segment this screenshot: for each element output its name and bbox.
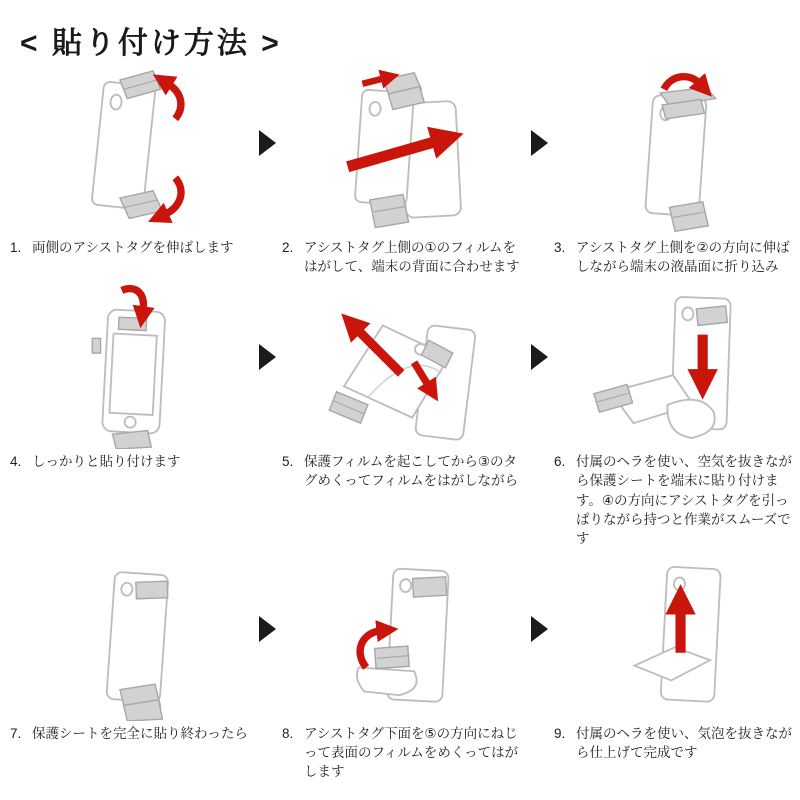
step-row-3 — [6, 554, 794, 787]
step-number: 9. — [554, 726, 566, 742]
red-arrow-small-top-icon — [362, 78, 384, 84]
step-text: 付属のヘラを使い、空気を抜きながら保護シートを端末に貼り付けます。④の方向にアシストタグを引っぱりながら持つと作業がスムーズです — [576, 454, 792, 546]
step-number: 2. — [282, 240, 294, 255]
connector-5-6 — [528, 282, 550, 554]
step-5-caption — [278, 450, 528, 496]
assist-tag-top — [696, 306, 727, 326]
squeegee-press-down-pull-tag-icon — [577, 283, 773, 449]
squeegee-finish-upward-icon — [577, 555, 773, 721]
step-9-caption — [550, 722, 800, 768]
assist-tag-top — [136, 581, 168, 599]
step-6-illustration — [550, 282, 800, 450]
step-row-2 — [6, 282, 794, 554]
peel-film-align-to-device-back-icon — [305, 69, 501, 235]
connector-8-9 — [528, 554, 550, 787]
twist-lower-tag-peel-surface-film-icon — [305, 555, 501, 721]
step-2-illustration — [278, 68, 528, 236]
step-9 — [550, 554, 800, 787]
connector-7-8 — [256, 554, 278, 787]
step-6 — [550, 282, 800, 554]
next-step-arrow-icon — [531, 616, 548, 642]
step-4 — [6, 282, 256, 554]
device-outline — [660, 567, 720, 702]
step-number: 8. — [282, 726, 294, 742]
top-tab — [118, 318, 146, 331]
step-1 — [6, 68, 256, 282]
next-step-arrow-icon — [259, 130, 276, 156]
step-8 — [278, 554, 528, 787]
assist-tag-top — [413, 577, 447, 597]
step-text: 両側のアシストタグを伸ばします — [32, 240, 234, 255]
connector-4-5 — [256, 282, 278, 554]
step-8-caption — [278, 722, 528, 787]
step-number: 1. — [10, 240, 22, 255]
peeled-film-flap — [357, 668, 417, 696]
connector-1-2 — [256, 68, 278, 282]
step-number: 3. — [554, 240, 566, 255]
step-text: アシストタグ下面を⑤の方向にねじって表面のフィルムをめくってはがします — [304, 726, 519, 780]
step-5 — [278, 282, 528, 554]
step-3-illustration — [550, 68, 800, 236]
step-9-illustration — [550, 554, 800, 722]
step-7-illustration — [6, 554, 256, 722]
connector-2-3 — [528, 68, 550, 282]
squeegee — [667, 400, 714, 438]
step-row-1 — [6, 68, 794, 282]
next-step-arrow-icon — [531, 344, 548, 370]
step-6-caption — [550, 450, 800, 554]
red-curl-arrow-press-icon — [122, 289, 144, 311]
step-3 — [550, 68, 800, 282]
next-step-arrow-icon — [531, 130, 548, 156]
step-text: アシストタグ上側の①のフィルムをはがして、端末の背面に合わせます — [304, 240, 520, 275]
step-8-illustration — [278, 554, 528, 722]
step-1-illustration — [6, 68, 256, 236]
step-text: アシストタグ上側を②の方向に伸ばしながら端末の液晶面に折り込み — [576, 240, 790, 275]
page-title: < 貼り付け方法 > — [20, 27, 282, 60]
step-text: 保護シートを完全に貼り終わったら — [32, 726, 248, 742]
step-7-caption — [6, 722, 256, 749]
red-curl-arrow-top-icon — [168, 84, 181, 119]
film-outline — [91, 81, 155, 209]
lift-protective-film-peel-icon — [305, 283, 501, 449]
step-5-illustration — [278, 282, 528, 450]
step-3-caption — [550, 236, 800, 282]
step-4-caption — [6, 450, 256, 477]
film-fully-applied-icon — [33, 555, 229, 721]
step-text: 付属のヘラを使い、気泡を抜きながら仕上げて完成です — [576, 726, 792, 761]
red-curl-arrow-over-top-icon — [664, 77, 700, 90]
film-both-assist-tags-stretch-icon — [33, 69, 229, 235]
red-curl-arrow-bottom-icon — [164, 178, 181, 215]
side-tab — [92, 339, 100, 354]
assist-tag-bottom — [113, 431, 152, 449]
step-text: 保護フィルムを起こしてから③のタグめくってフィルムをはがしながら — [304, 454, 519, 489]
step-7 — [6, 554, 256, 787]
step-number: 5. — [282, 454, 294, 470]
next-step-arrow-icon — [259, 616, 276, 642]
step-number: 4. — [10, 454, 22, 470]
next-step-arrow-icon — [259, 344, 276, 370]
step-2-caption — [278, 236, 528, 282]
step-number: 6. — [554, 454, 566, 470]
step-number: 7. — [10, 726, 22, 742]
step-text: しっかりと貼り付けます — [32, 454, 181, 470]
fold-tag-over-screen-icon — [577, 69, 773, 235]
step-2 — [278, 68, 528, 282]
step-1-caption — [6, 236, 256, 263]
step-4-illustration — [6, 282, 256, 450]
press-film-onto-screen-icon — [33, 283, 229, 449]
